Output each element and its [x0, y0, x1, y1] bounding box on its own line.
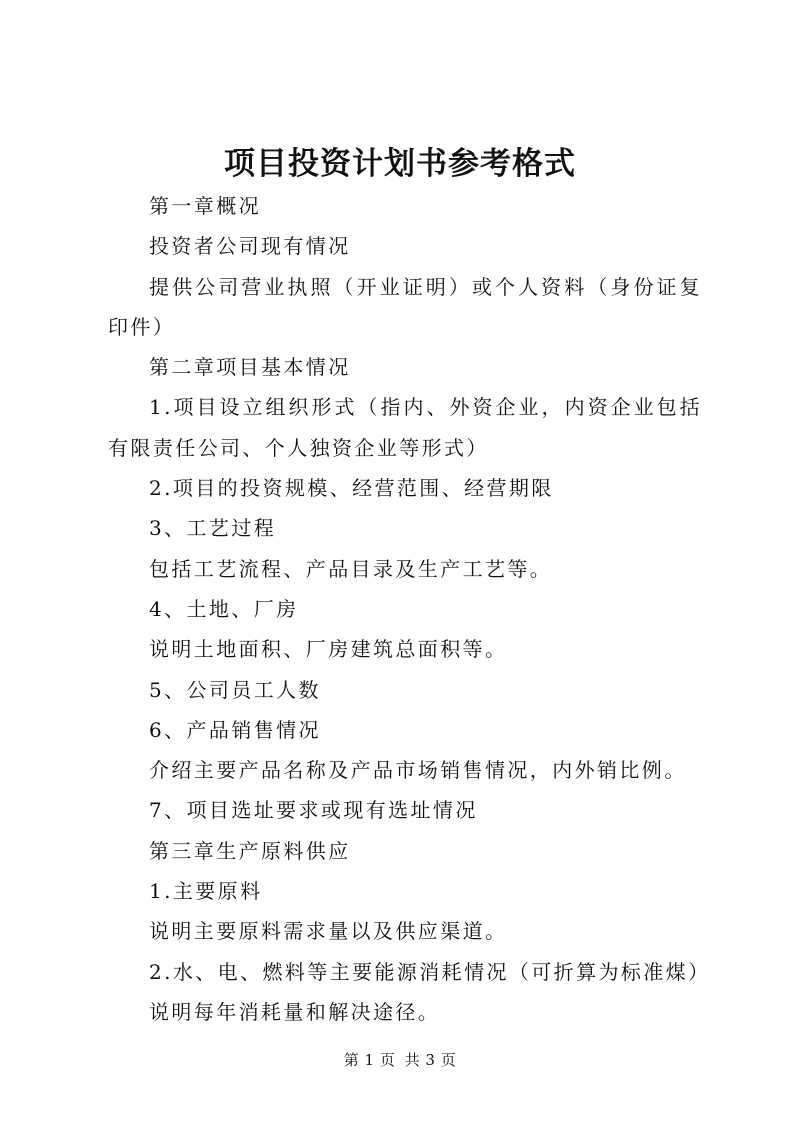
paragraph: 7、项目选址要求或现有选址情况: [149, 798, 478, 823]
paragraph: 6、产品销售情况: [149, 717, 321, 742]
paragraph: 5、公司员工人数: [149, 677, 321, 702]
paragraph: 提供公司营业执照（开业证明）或个人资料（身份证复印件）: [108, 274, 702, 339]
paragraph: 第二章项目基本情况: [149, 355, 351, 380]
paragraph: 2.项目的投资规模、经营范围、经营期限: [149, 476, 554, 501]
document-title: 项目投资计划书参考格式: [224, 146, 576, 182]
paragraph: 投资者公司现有情况: [149, 234, 351, 259]
page-number: 第 1 页: [343, 1051, 396, 1069]
paragraph: 1.项目设立组织形式（指内、外资企业，内资企业包括有限责任公司、个人独资企业等形式）: [108, 395, 702, 460]
paragraph: 说明每年消耗量和解决途径。: [149, 999, 441, 1024]
paragraph: 第三章生产原料供应: [149, 838, 351, 863]
paragraph: 2.水、电、燃料等主要能源消耗情况（可折算为标准煤）: [149, 959, 711, 984]
paragraph: 说明土地面积、厂房建筑总面积等。: [149, 637, 508, 662]
page-total: 共 3 页: [404, 1051, 457, 1069]
paragraph: 1.主要原料: [149, 879, 263, 904]
page-footer: [0, 1049, 800, 1071]
document-body: [108, 186, 711, 1032]
paragraph: 3、工艺过程: [149, 516, 277, 541]
paragraph: 4、土地、厂房: [149, 596, 299, 621]
paragraph: 第一章概况: [149, 194, 261, 218]
paragraph: 介绍主要产品名称及产品市场销售情况，内外销比例。: [149, 758, 687, 783]
paragraph: 包括工艺流程、产品目录及生产工艺等。: [149, 556, 553, 581]
paragraph: 说明主要原料需求量以及供应渠道。: [149, 919, 508, 944]
